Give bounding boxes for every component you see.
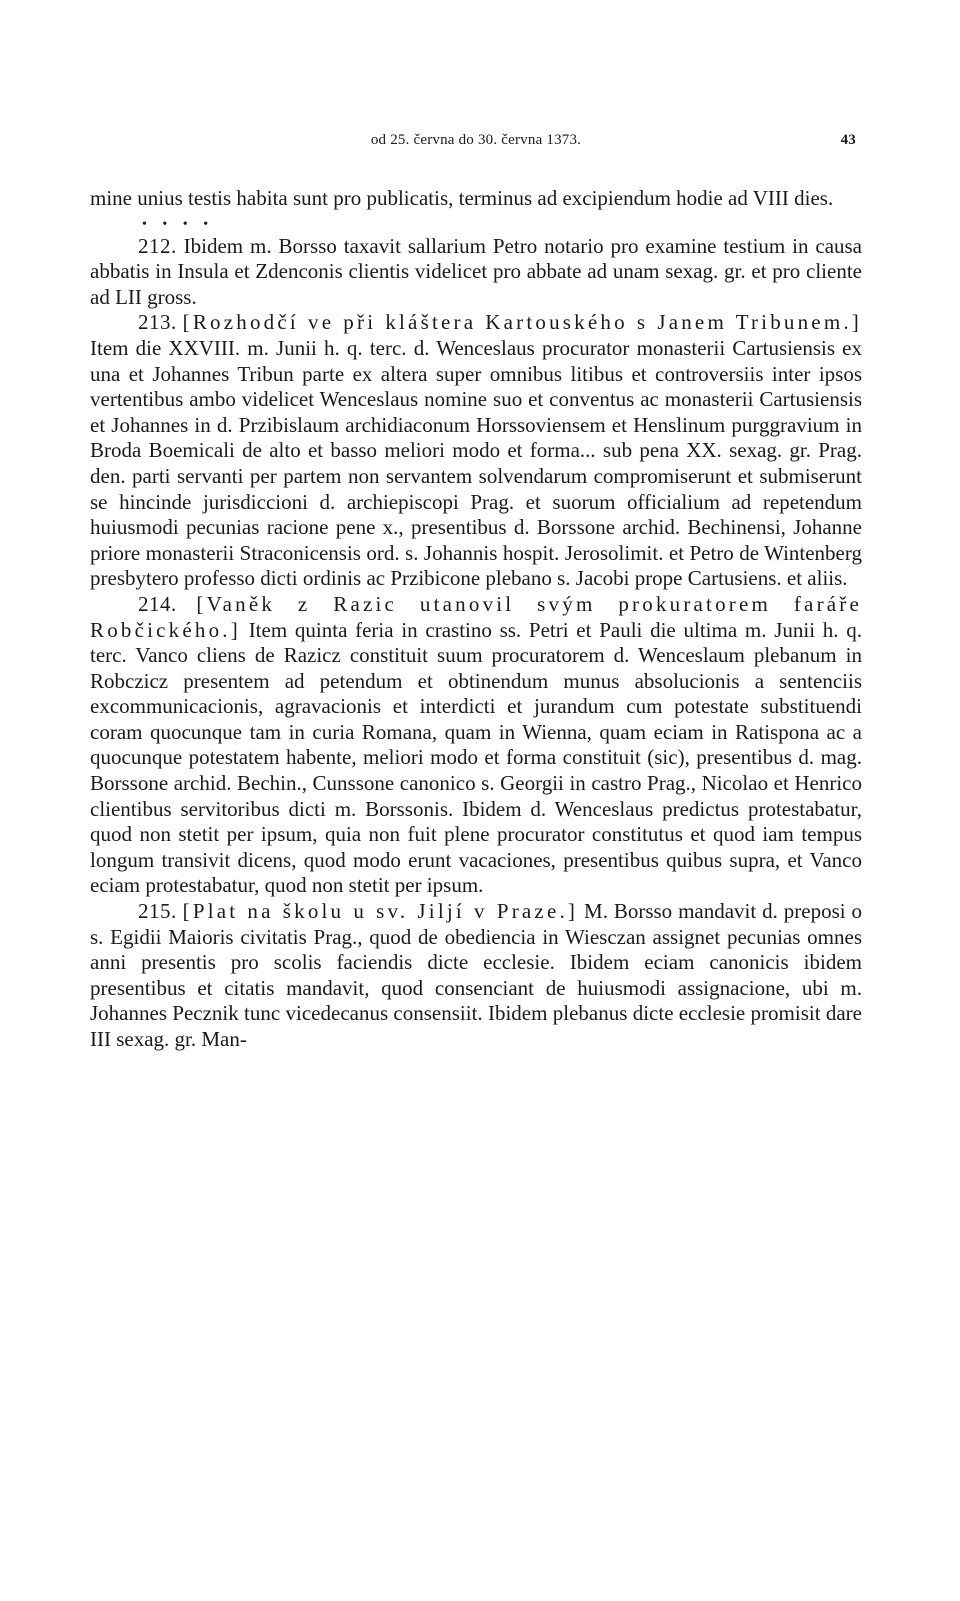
entry-text: Item quinta feria in crastino ss. Petri et Pauli die ultima m. Junii h. q. terc. Vanco cliens de Razicz constituit suum procuratorem d. Wenceslaum plebanum in Robczicz presentem ad petendum et obtinendum munus absolucionis a sentenciis excommunicacionis, agravacionis et interdicti et jurandum cum potestate substituendi coram quocunque tam in curia Romana, quam in Wienna, quam eciam in Ratispona ac a quocunque potestatem habente, meliori modo et forma constituit (sic), presentibus d. mag. Borssone archid. Bechin., Cunssone canonico s. Georgii in castro Prag., Nicolao et Henrico clientibus servitoribus dicti m. Borssonis. Ibidem d. Wenceslaus predictus protestabatur, quod non stetit per ipsum, quia non fuit plene procurator constitutus et quod iam tempus longum transivit dicens, quod modo erunt vacaciones, presentibus quibus supra, et Vanco eciam protestabatur, quod non stetit per ipsum. (90, 617, 862, 898)
entry-213 (90, 310, 862, 592)
entry-215 (90, 899, 862, 1053)
document-body (90, 186, 862, 1053)
omission-dots: • • • • (142, 216, 215, 232)
entry-text: Item die XXVIII. m. Junii h. q. terc. d. Wenceslaus procurator monasterii Cartusiensis ex una et Johannes Tribun parte ex altera super omnibus litibus et controversiis inter ipsos vertentibus ambo videlicet Wenceslaus nomine suo et conventus ac monasterii Cartusiensis et Johannes in d. Przibislaum archidiaconum Horssoviensem et Henslinum purggravium in Broda Boemicali de alto et basso meliori modo et forma... sub pena XX. sexag. gr. Prag. den. parti servanti per partem non servantem solvendarum compromiserunt et submiserunt se hincinde jurisdiccioni d. archiepiscopi Prag. et suorum officialium ad repetendum huiusmodi pecunias racione pene x., presentibus d. Borssone archid. Bechinensi, Johanne priore monasterii Straconicensis ord. s. Johannis hospit. Jerosolimit. et Petro de Wintenberg presbytero professo dicti ordinis ac Przibicone plebano s. Jacobi prope Cartusiens. et aliis. (90, 335, 862, 591)
entry-number: 212. (138, 233, 177, 258)
header-title: od 25. června do 30. června 1373. (370, 132, 582, 148)
entry-214 (90, 592, 862, 899)
entry-rubric: [Plat na školu u sv. Jiljí v Praze.] (182, 899, 579, 924)
continued-paragraph: mine unius testis habita sunt pro publicatis, terminus ad excipiendum hodie ad VIII dies. (90, 186, 834, 210)
entry-rubric: [Rozhodčí ve při kláštera Kartouského s Janem Tribunem.] (182, 310, 863, 335)
running-header (90, 128, 862, 162)
entry-text: M. Borsso mandavit d. preposi o s. Egidii Maioris civitatis Prag., quod de obediencia in Wiesczan assignet pecunias omnes anni presentis pro scolis faciendis dicte ecclesie. Ibidem eciam canonicis ibidem presentibus et citatis mandavit, quod consenciant de huiusmodi assignacione, ubi m. Johannes Pecznik tunc vicedecanus consensiit. Ibidem plebanus dicte ecclesie promisit dare III sexag. gr. Man- (90, 899, 863, 1051)
page-number: 43 (840, 132, 856, 148)
entry-rubric: [Vaněk z Razic utanovil svým prokuratorem faráře Robčického.] (90, 591, 862, 642)
entry-number: 213. (138, 310, 177, 335)
entry-212 (90, 234, 862, 311)
entry-number: 215. (138, 899, 177, 924)
entry-number: 214. (138, 591, 177, 616)
entry-text: Ibidem m. Borsso taxavit sallarium Petro notario pro examine testium in causa abbatis in Insula et Zdenconis clientis videlicet pro abbate ad unam sexag. gr. et pro cliente ad LII gross. (90, 233, 863, 309)
document-page (90, 128, 862, 1053)
